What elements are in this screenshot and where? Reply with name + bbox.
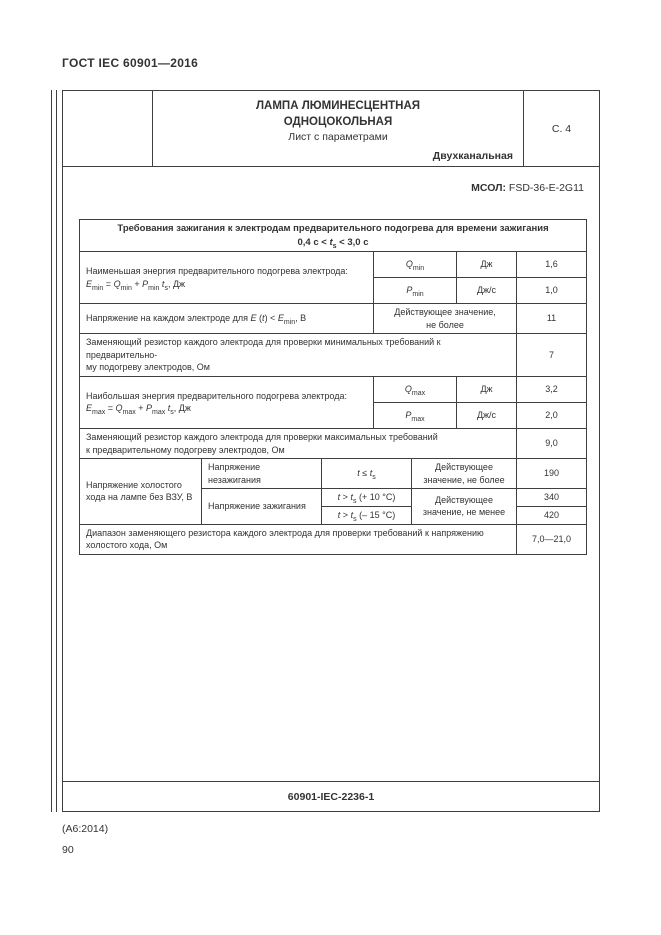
value-cell: 11 xyxy=(517,304,587,334)
resistor-range-desc: Диапазон заменяющего резистора каждого электрода для проверки требований к напряжению холостого хода, Ом xyxy=(80,524,517,554)
electrode-voltage-qualifier: Действующее значение, не более xyxy=(374,304,517,334)
table-row xyxy=(80,428,587,458)
non-ignition-qualifier: Действующее значение, не более xyxy=(412,459,517,489)
lamp-title-line1: ЛАМПА ЛЮМИНЕСЦЕНТНАЯ xyxy=(255,100,421,112)
table-row xyxy=(80,459,587,489)
table-title-row xyxy=(80,220,587,252)
ignition-qualifier: Действующее значение, не менее xyxy=(412,489,517,524)
binding-margin-lines xyxy=(51,90,57,812)
min-energy-formula: $E_{min} = Q_{min} + P_{min}$ $t_s$, Дж xyxy=(86,278,186,292)
table-title xyxy=(80,220,587,252)
symbol-cell: $Q_{max}$ xyxy=(374,376,457,402)
sheet-subtitle: Лист с параметрами xyxy=(288,131,388,144)
min-energy-desc: Наименьшая энергия предварительного подогрева электрода: xyxy=(86,265,348,276)
non-ignition-voltage-label: Напряжение незажигания xyxy=(202,459,322,489)
value-cell: 1,6 xyxy=(517,252,587,278)
table-row xyxy=(80,334,587,377)
model-line xyxy=(63,182,584,194)
value-cell: 1,0 xyxy=(517,278,587,304)
model-value: FSD-36-E-2G11 xyxy=(506,182,584,194)
value-cell: 2,0 xyxy=(517,402,587,428)
value-cell: 190 xyxy=(517,459,587,489)
open-circuit-label: Напряжение холостого хода на лампе без ВЗУ, В xyxy=(80,459,202,524)
table-title-line2: 0,4 $с < t_s < 3,0$ с xyxy=(297,236,369,250)
value-cell: 420 xyxy=(517,506,587,524)
header-block xyxy=(63,91,599,167)
value-cell: 3,2 xyxy=(517,376,587,402)
symbol-cell: $P_{max}$ xyxy=(374,402,457,428)
unit-cell: Дж xyxy=(457,252,517,278)
symbol-cell: $P_{min}$ xyxy=(374,278,457,304)
ignition-condition-low: $t > t_s$ (– 15 °C) xyxy=(322,506,412,524)
value-cell: 340 xyxy=(517,489,587,507)
table-row xyxy=(80,376,587,402)
unit-cell: Дж/с xyxy=(457,278,517,304)
value-cell: 7 xyxy=(517,334,587,377)
unit-cell: Дж xyxy=(457,376,517,402)
requirements-table xyxy=(79,219,587,555)
amendment-note: (A6:2014) xyxy=(62,823,109,835)
table-row xyxy=(80,524,587,554)
ignition-condition-high: $t > t_s$ (+ 10 °C) xyxy=(322,489,412,507)
table-row xyxy=(80,304,587,334)
non-ignition-condition: $t \le t_s$ xyxy=(322,459,412,489)
header-empty-cell xyxy=(63,91,153,166)
max-resistor-desc: Заменяющий резистор каждого электрода для проверки максимальных требований к предварительному подогреву электродов, Ом xyxy=(80,428,517,458)
doc-code: ГОСТ IEC 60901—2016 xyxy=(62,56,199,70)
value-cell: 7,0—21,0 xyxy=(517,524,587,554)
min-resistor-desc: Заменяющий резистор каждого электрода для проверки минимальных требований к предварительно- му подогреву электродов, Ом xyxy=(80,334,517,377)
footer-standard-ref: 60901-IEC-2236-1 xyxy=(63,781,599,811)
lamp-title-line2: ОДНОЦОКОЛЬНАЯ xyxy=(283,116,393,129)
model-label: МСОЛ: xyxy=(471,182,506,194)
min-energy-desc-cell xyxy=(80,252,374,304)
parameter-sheet-frame xyxy=(62,90,600,812)
unit-cell: Дж/с xyxy=(457,402,517,428)
symbol-cell: $Q_{min}$ xyxy=(374,252,457,278)
max-energy-formula: $E_{max} = Q_{max} + P_{max}$ $t_s$, Дж xyxy=(86,403,191,417)
page-number: 90 xyxy=(62,844,74,856)
channel-type: Двухканальная xyxy=(432,150,513,162)
table-title-line1: Требования зажигания к электродам предварительного подогрева для времени зажигания xyxy=(117,223,549,235)
value-cell: 9,0 xyxy=(517,428,587,458)
max-energy-desc: Наибольшая энергия предварительного подогрева электрода: xyxy=(86,390,347,401)
electrode-voltage-desc: Напряжение на каждом электроде для E $(t) < E_{min}$, В xyxy=(80,304,374,334)
max-energy-desc-cell xyxy=(80,376,374,428)
ignition-voltage-label: Напряжение зажигания xyxy=(202,489,322,524)
sheet-page-ref: С. 4 xyxy=(551,122,572,135)
table-row xyxy=(80,252,587,278)
header-title-cell xyxy=(153,91,524,166)
